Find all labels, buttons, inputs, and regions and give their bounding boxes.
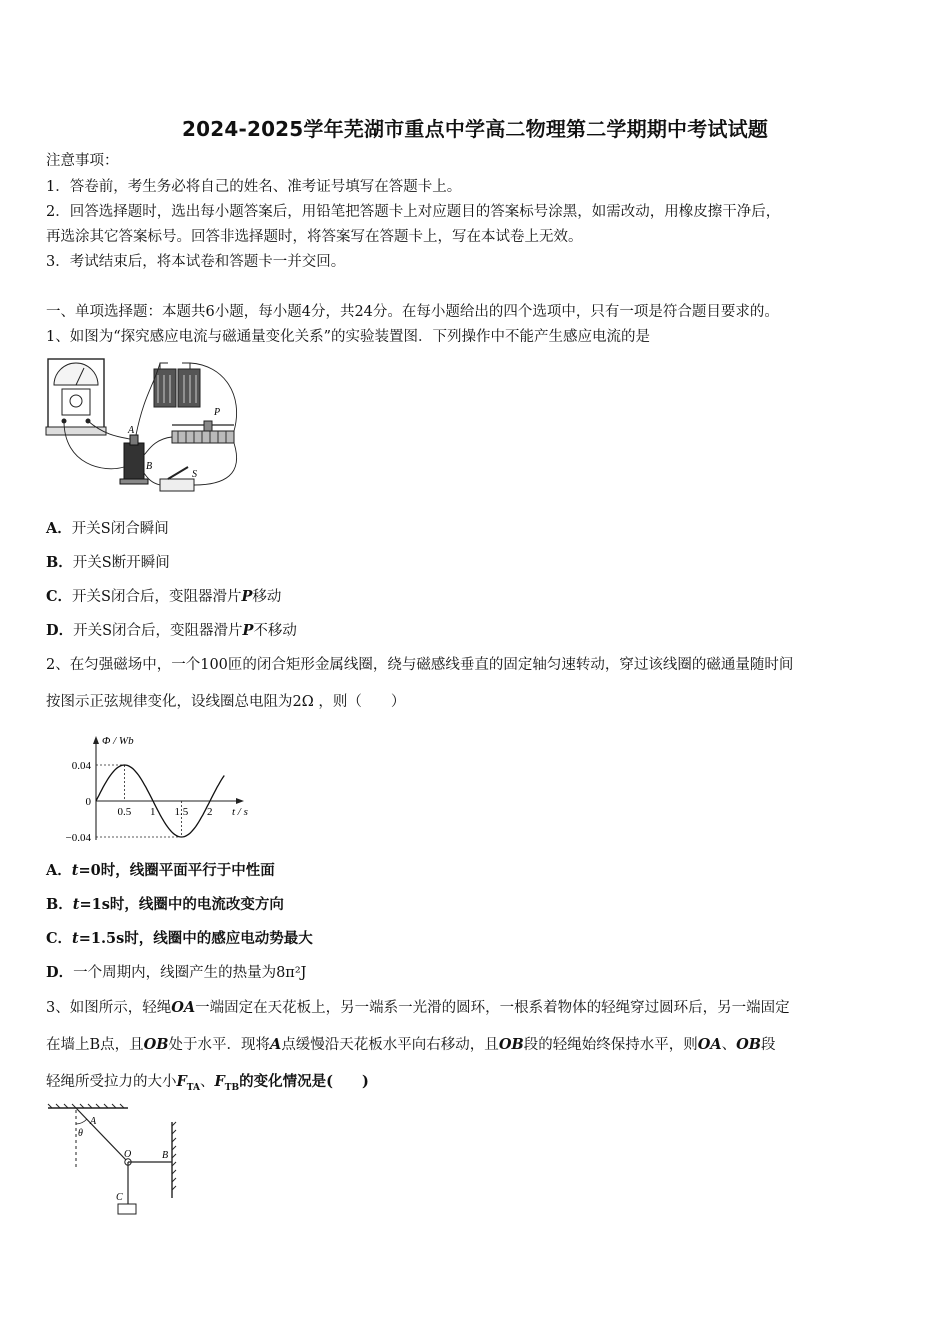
notice-item: 再选涂其它答案标号。回答非选择题时，将答案写在答题卡上，写在本试卷上无效。	[46, 229, 583, 245]
question-2-stem-line2: 按图示正弦规律变化，设线圈总电阻为2Ω ，则（ ）	[46, 694, 406, 710]
q1-option-d[interactable]: D．开关S闭合后，变阻器滑片P不移动	[46, 622, 297, 639]
notice-item: 1．答卷前，考生务必将自己的姓名、准考证号填写在答题卡上。	[46, 179, 462, 195]
x-tick-label: 1	[150, 806, 156, 818]
q2-option-b[interactable]: B．t=1s时，线圈中的电流改变方向	[46, 896, 284, 913]
y-axis-arrow	[93, 736, 99, 744]
q2-flux-chart	[50, 728, 260, 848]
q3-figure-rope	[44, 1102, 184, 1218]
notice-item: 3．考试结束后，将本试卷和答题卡一并交回。	[46, 254, 346, 270]
q2-option-c[interactable]: C．t=1.5s时，线圈中的感应电动势最大	[46, 930, 313, 947]
q2-option-a[interactable]: A．t=0时，线圈平面平行于中性面	[46, 862, 275, 879]
label-a: A	[128, 425, 135, 436]
x-axis-arrow	[236, 798, 244, 804]
x-tick-label: 2	[207, 806, 213, 818]
x-axis-label: t / s	[232, 806, 248, 818]
label-theta: θ	[78, 1128, 83, 1139]
question-3-stem-line3: 轻绳所受拉力的大小$F_{TA}$、$F_{TB}$的变化情况是( )	[46, 1073, 369, 1093]
q2-option-d[interactable]: D．一个周期内，线圈产生的热量为8π²J	[46, 964, 307, 981]
question-3-stem-line2: 在墙上B点，且OB处于水平．现将A点缓慢沿天花板水平向右移动，且OB段的轻绳始终保持水平，则OA、OB段	[46, 1036, 776, 1053]
y-tick-label: 0.04	[71, 760, 91, 772]
notice-heading: 注意事项：	[46, 153, 119, 169]
question-2-stem-line1: 2、在匀强磁场中，一个100匝的闭合矩形金属线圈，绕与磁感线垂直的固定轴匀速转动，穿过该线圈的磁通量随时间	[46, 657, 794, 673]
page-title: 2024-2025学年芜湖市重点中学高二物理第二学期期中考试试题	[181, 117, 769, 141]
y-tick-label: −0.04	[65, 832, 91, 844]
label-p: P	[214, 407, 221, 418]
q1-option-b[interactable]: B．开关S断开瞬间	[46, 554, 170, 571]
y-tick-label: 0	[85, 796, 91, 808]
q1-option-a[interactable]: A．开关S闭合瞬间	[46, 520, 169, 537]
y-axis-label: Φ / Wb	[102, 735, 134, 747]
label-o: O	[124, 1149, 132, 1160]
label-a: A	[90, 1116, 97, 1127]
label-c: C	[116, 1192, 123, 1203]
label-b: B	[162, 1150, 169, 1161]
section-heading: 一、单项选择题：本题共6小题，每小题4分，共24分。在每小题给出的四个选项中，只有一项是符合题目要求的。	[46, 304, 779, 320]
q1-option-c[interactable]: C．开关S闭合后，变阻器滑片P移动	[46, 588, 282, 605]
label-s: S	[192, 469, 197, 480]
x-tick-label: 0.5	[117, 806, 132, 818]
q1-figure-apparatus	[44, 355, 250, 497]
question-1-stem: 1、如图为“探究感应电流与磁通量变化关系”的实验装置图．下列操作中不能产生感应电流的是	[46, 329, 651, 345]
x-tick-label: 1.5	[174, 806, 189, 818]
label-b: B	[146, 461, 153, 472]
question-3-stem-line1: 3、如图所示，轻绳OA一端固定在天花板上，另一端系一光滑的圆环，一根系着物体的轻绳穿过圆环后，另一端固定	[46, 999, 790, 1016]
notice-item: 2．回答选择题时，选出每小题答案后，用铅笔把答题卡上对应题目的答案标号涂黑，如需改动，用橡皮擦干净后，	[46, 204, 781, 220]
